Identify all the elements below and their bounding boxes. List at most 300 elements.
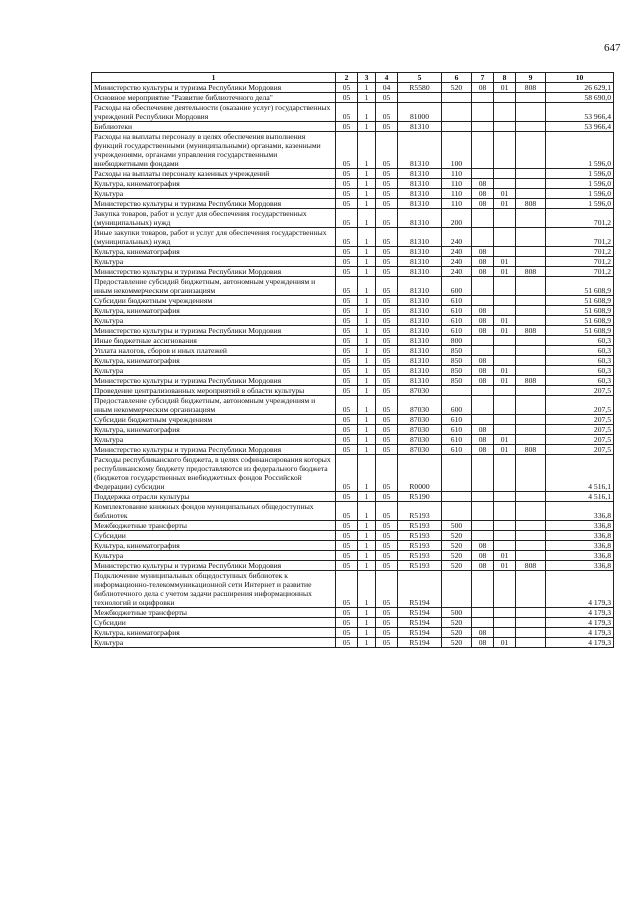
ministry-code: 808 (516, 561, 546, 571)
expense-type-code: 610 (442, 316, 472, 326)
expense-type-code (442, 122, 472, 132)
table-row (92, 257, 614, 267)
direction-code: 81310 (398, 366, 442, 376)
row-name: Министерство культуры и туризма Республики Мордовия (92, 199, 336, 209)
amount: 207,5 (546, 386, 614, 396)
row-name: Поддержка отрасли культуры (92, 492, 336, 502)
event-code: 05 (376, 346, 398, 356)
table-row (92, 169, 614, 179)
event-code: 05 (376, 376, 398, 386)
program-code: 05 (336, 541, 358, 551)
header-col-amount: 10 (546, 73, 614, 83)
subprogram-code: 1 (358, 346, 376, 356)
amount: 1 596,0 (546, 132, 614, 169)
ministry-code (516, 103, 546, 122)
program-code: 05 (336, 366, 358, 376)
subsection-code (494, 608, 516, 618)
ministry-code (516, 435, 546, 445)
direction-code: 81310 (398, 122, 442, 132)
program-code: 05 (336, 445, 358, 455)
subprogram-code: 1 (358, 492, 376, 502)
event-code: 05 (376, 132, 398, 169)
ministry-code (516, 551, 546, 561)
amount: 51 608,9 (546, 316, 614, 326)
section-code: 08 (472, 551, 494, 561)
subsection-code (494, 541, 516, 551)
program-code: 05 (336, 326, 358, 336)
row-name: Культура, кинематография (92, 247, 336, 257)
section-code: 08 (472, 257, 494, 267)
row-name: Министерство культуры и туризма Республики Мордовия (92, 376, 336, 386)
amount: 336,8 (546, 531, 614, 541)
subsection-code: 01 (494, 267, 516, 277)
event-code: 05 (376, 189, 398, 199)
section-code (472, 277, 494, 296)
row-name: Предоставление субсидий бюджетным, автономным учреждениям и иным некоммерческим организациям (92, 277, 336, 296)
amount: 51 608,9 (546, 277, 614, 296)
expense-type-code: 240 (442, 267, 472, 277)
subprogram-code: 1 (358, 445, 376, 455)
table-row (92, 228, 614, 247)
subsection-code: 01 (494, 199, 516, 209)
expense-type-code: 610 (442, 445, 472, 455)
event-code: 05 (376, 179, 398, 189)
amount: 207,5 (546, 435, 614, 445)
table-row (92, 346, 614, 356)
amount: 336,8 (546, 502, 614, 521)
subprogram-code: 1 (358, 396, 376, 415)
row-name: Уплата налогов, сборов и иных платежей (92, 346, 336, 356)
program-code: 05 (336, 492, 358, 502)
ministry-code: 808 (516, 326, 546, 336)
ministry-code (516, 316, 546, 326)
amount: 701,2 (546, 247, 614, 257)
table-row (92, 396, 614, 415)
program-code: 05 (336, 425, 358, 435)
subsection-code (494, 396, 516, 415)
expense-type-code: 520 (442, 83, 472, 93)
section-code (472, 346, 494, 356)
program-code: 05 (336, 521, 358, 531)
direction-code: 81310 (398, 296, 442, 306)
table-row (92, 326, 614, 336)
event-code: 05 (376, 122, 398, 132)
event-code: 05 (376, 638, 398, 648)
direction-code: 81310 (398, 267, 442, 277)
section-code: 08 (472, 179, 494, 189)
subsection-code (494, 209, 516, 228)
amount: 60,3 (546, 376, 614, 386)
expense-type-code (442, 571, 472, 608)
event-code: 05 (376, 356, 398, 366)
section-code: 08 (472, 247, 494, 257)
event-code: 05 (376, 267, 398, 277)
header-col-subsection: 8 (494, 73, 516, 83)
direction-code: 81310 (398, 179, 442, 189)
program-code: 05 (336, 618, 358, 628)
amount: 207,5 (546, 396, 614, 415)
expense-type-code: 500 (442, 521, 472, 531)
row-name: Предоставление субсидий бюджетным, автономным учреждениям и иным некоммерческим организациям (92, 396, 336, 415)
subsection-code (494, 571, 516, 608)
subprogram-code: 1 (358, 199, 376, 209)
ministry-code (516, 415, 546, 425)
table-row (92, 277, 614, 296)
expense-type-code (442, 386, 472, 396)
ministry-code: 808 (516, 83, 546, 93)
ministry-code (516, 122, 546, 132)
expense-type-code: 520 (442, 541, 472, 551)
direction-code: 81310 (398, 247, 442, 257)
subsection-code (494, 132, 516, 169)
event-code: 05 (376, 169, 398, 179)
amount: 701,2 (546, 257, 614, 267)
section-code: 08 (472, 376, 494, 386)
table-row (92, 306, 614, 316)
direction-code (398, 93, 442, 103)
subsection-code (494, 228, 516, 247)
section-code (472, 608, 494, 618)
section-code (472, 228, 494, 247)
row-name: Культура, кинематография (92, 425, 336, 435)
ministry-code: 808 (516, 199, 546, 209)
table-row (92, 571, 614, 608)
section-code (472, 618, 494, 628)
program-code: 05 (336, 608, 358, 618)
table-row (92, 247, 614, 257)
ministry-code (516, 132, 546, 169)
event-code: 05 (376, 435, 398, 445)
table-row (92, 425, 614, 435)
ministry-code (516, 296, 546, 306)
amount: 53 966,4 (546, 122, 614, 132)
direction-code: 81310 (398, 336, 442, 346)
program-code: 05 (336, 247, 358, 257)
row-name: Культура (92, 257, 336, 267)
subprogram-code: 1 (358, 541, 376, 551)
section-code: 08 (472, 366, 494, 376)
row-name: Субсидии (92, 618, 336, 628)
amount: 336,8 (546, 541, 614, 551)
subprogram-code: 1 (358, 257, 376, 267)
amount: 60,3 (546, 346, 614, 356)
row-name: Подключение муниципальных общедоступных библиотек к информационно-телекоммуникационной сети Интернет и развитие библиотечного дела с учетом задачи расширения информационных технологий и оцифровки (92, 571, 336, 608)
table-row (92, 531, 614, 541)
table-row (92, 122, 614, 132)
table-row (92, 296, 614, 306)
direction-code: R5194 (398, 608, 442, 618)
program-code: 05 (336, 396, 358, 415)
direction-code: 87030 (398, 425, 442, 435)
subsection-code (494, 346, 516, 356)
ministry-code (516, 492, 546, 502)
program-code: 05 (336, 435, 358, 445)
program-code: 05 (336, 296, 358, 306)
program-code: 05 (336, 628, 358, 638)
amount: 4 179,3 (546, 608, 614, 618)
row-name: Культура, кинематография (92, 179, 336, 189)
amount: 1 596,0 (546, 179, 614, 189)
program-code: 05 (336, 306, 358, 316)
section-code (472, 296, 494, 306)
expense-type-code: 240 (442, 247, 472, 257)
expense-type-code: 110 (442, 199, 472, 209)
expense-type-code (442, 103, 472, 122)
row-name: Закупка товаров, работ и услуг для обеспечения государственных (муниципальных) нужд (92, 209, 336, 228)
ministry-code (516, 179, 546, 189)
row-name: Министерство культуры и туризма Республики Мордовия (92, 445, 336, 455)
amount: 207,5 (546, 415, 614, 425)
section-code (472, 93, 494, 103)
subsection-code (494, 277, 516, 296)
amount: 1 596,0 (546, 189, 614, 199)
ministry-code (516, 455, 546, 492)
expense-type-code: 100 (442, 132, 472, 169)
row-name: Межбюджетные трансферты (92, 521, 336, 531)
page-number: 647 (604, 42, 621, 54)
expense-type-code (442, 455, 472, 492)
subsection-code (494, 93, 516, 103)
section-code: 08 (472, 83, 494, 93)
subprogram-code: 1 (358, 638, 376, 648)
ministry-code (516, 618, 546, 628)
table-row (92, 179, 614, 189)
ministry-code (516, 608, 546, 618)
ministry-code (516, 93, 546, 103)
subprogram-code: 1 (358, 306, 376, 316)
subprogram-code: 1 (358, 209, 376, 228)
event-code: 05 (376, 306, 398, 316)
header-col-ministry: 9 (516, 73, 546, 83)
subsection-code (494, 492, 516, 502)
ministry-code (516, 386, 546, 396)
ministry-code (516, 247, 546, 257)
section-code (472, 103, 494, 122)
program-code: 05 (336, 346, 358, 356)
program-code: 05 (336, 561, 358, 571)
program-code: 05 (336, 551, 358, 561)
table-row (92, 267, 614, 277)
program-code: 05 (336, 386, 358, 396)
direction-code: 81310 (398, 346, 442, 356)
row-name: Проведение централизованных мероприятий в области культуры (92, 386, 336, 396)
section-code (472, 209, 494, 228)
subsection-code (494, 415, 516, 425)
subsection-code (494, 386, 516, 396)
event-code: 05 (376, 455, 398, 492)
event-code: 05 (376, 571, 398, 608)
row-name: Культура (92, 551, 336, 561)
section-code: 08 (472, 628, 494, 638)
amount: 58 690,0 (546, 93, 614, 103)
expense-type-code: 610 (442, 296, 472, 306)
event-code: 05 (376, 608, 398, 618)
section-code: 08 (472, 425, 494, 435)
direction-code: 81310 (398, 228, 442, 247)
direction-code: R5190 (398, 492, 442, 502)
table-row (92, 415, 614, 425)
header-col-name: 1 (92, 73, 336, 83)
expense-type-code: 500 (442, 608, 472, 618)
direction-code: 81310 (398, 356, 442, 366)
subsection-code: 01 (494, 435, 516, 445)
direction-code: R5193 (398, 551, 442, 561)
amount: 51 608,9 (546, 326, 614, 336)
subsection-code: 01 (494, 326, 516, 336)
event-code: 05 (376, 326, 398, 336)
event-code: 05 (376, 628, 398, 638)
subprogram-code: 1 (358, 122, 376, 132)
table-row (92, 445, 614, 455)
event-code: 05 (376, 277, 398, 296)
ministry-code (516, 277, 546, 296)
ministry-code (516, 209, 546, 228)
subsection-code: 01 (494, 561, 516, 571)
header-col-program: 2 (336, 73, 358, 83)
subsection-code (494, 296, 516, 306)
subprogram-code: 1 (358, 531, 376, 541)
event-code: 05 (376, 93, 398, 103)
table-row (92, 336, 614, 346)
direction-code: R5194 (398, 638, 442, 648)
amount: 4 179,3 (546, 638, 614, 648)
amount: 336,8 (546, 521, 614, 531)
section-code: 08 (472, 199, 494, 209)
table-row (92, 83, 614, 93)
subprogram-code: 1 (358, 326, 376, 336)
row-name: Культура (92, 189, 336, 199)
header-col-event: 4 (376, 73, 398, 83)
row-name: Министерство культуры и туризма Республики Мордовия (92, 561, 336, 571)
event-code: 05 (376, 618, 398, 628)
direction-code: R5193 (398, 531, 442, 541)
expense-type-code: 110 (442, 189, 472, 199)
table-row (92, 189, 614, 199)
amount: 4 516,1 (546, 492, 614, 502)
row-name: Субсидии бюджетным учреждениям (92, 415, 336, 425)
ministry-code (516, 346, 546, 356)
amount: 207,5 (546, 445, 614, 455)
subprogram-code: 1 (358, 561, 376, 571)
direction-code: 81310 (398, 316, 442, 326)
ministry-code (516, 638, 546, 648)
subprogram-code: 1 (358, 189, 376, 199)
ministry-code (516, 571, 546, 608)
expense-type-code: 600 (442, 277, 472, 296)
subsection-code: 01 (494, 638, 516, 648)
ministry-code (516, 189, 546, 199)
event-code: 05 (376, 551, 398, 561)
direction-code: R5193 (398, 561, 442, 571)
table-row (92, 386, 614, 396)
event-code: 05 (376, 521, 398, 531)
expense-type-code: 850 (442, 356, 472, 366)
row-name: Библиотеки (92, 122, 336, 132)
table-row (92, 366, 614, 376)
event-code: 05 (376, 492, 398, 502)
amount: 60,3 (546, 336, 614, 346)
row-name: Расходы на выплаты персоналу казенных учреждений (92, 169, 336, 179)
expense-type-code: 610 (442, 306, 472, 316)
ministry-code: 808 (516, 376, 546, 386)
table-row (92, 628, 614, 638)
section-code: 08 (472, 445, 494, 455)
table-header-row (92, 73, 614, 83)
direction-code: 81310 (398, 306, 442, 316)
row-name: Культура (92, 316, 336, 326)
amount: 4 179,3 (546, 618, 614, 628)
amount: 26 629,1 (546, 83, 614, 93)
subsection-code (494, 531, 516, 541)
row-name: Иные бюджетные ассигнования (92, 336, 336, 346)
subprogram-code: 1 (358, 618, 376, 628)
ministry-code (516, 531, 546, 541)
expense-type-code (442, 502, 472, 521)
ministry-code (516, 502, 546, 521)
header-col-direction: 5 (398, 73, 442, 83)
event-code: 05 (376, 386, 398, 396)
event-code: 05 (376, 209, 398, 228)
direction-code: 81000 (398, 103, 442, 122)
table-row (92, 608, 614, 618)
ministry-code (516, 521, 546, 531)
row-name: Культура, кинематография (92, 628, 336, 638)
direction-code: 81310 (398, 132, 442, 169)
direction-code: 81310 (398, 326, 442, 336)
expense-type-code: 850 (442, 346, 472, 356)
amount: 51 608,9 (546, 296, 614, 306)
section-code (472, 492, 494, 502)
subsection-code (494, 521, 516, 531)
header-col-subprogram: 3 (358, 73, 376, 83)
subprogram-code: 1 (358, 228, 376, 247)
program-code: 05 (336, 455, 358, 492)
direction-code: R5194 (398, 628, 442, 638)
subsection-code (494, 455, 516, 492)
program-code: 05 (336, 257, 358, 267)
event-code: 05 (376, 396, 398, 415)
subprogram-code: 1 (358, 551, 376, 561)
program-code: 05 (336, 132, 358, 169)
direction-code: R5194 (398, 571, 442, 608)
subprogram-code: 1 (358, 366, 376, 376)
section-code: 08 (472, 326, 494, 336)
row-name: Министерство культуры и туризма Республики Мордовия (92, 83, 336, 93)
section-code (472, 455, 494, 492)
subprogram-code: 1 (358, 356, 376, 366)
subsection-code: 01 (494, 83, 516, 93)
program-code: 05 (336, 199, 358, 209)
subsection-code (494, 169, 516, 179)
ministry-code (516, 336, 546, 346)
event-code: 05 (376, 103, 398, 122)
subprogram-code: 1 (358, 83, 376, 93)
expense-type-code: 610 (442, 425, 472, 435)
section-code (472, 502, 494, 521)
section-code (472, 169, 494, 179)
row-name: Иные закупки товаров, работ и услуг для обеспечения государственных (муниципальных) нужд (92, 228, 336, 247)
amount: 336,8 (546, 551, 614, 561)
event-code: 05 (376, 257, 398, 267)
row-name: Расходы на обеспечение деятельности (оказание услуг) государственных учреждений Республики Мордовия (92, 103, 336, 122)
ministry-code (516, 169, 546, 179)
program-code: 05 (336, 336, 358, 346)
expense-type-code: 110 (442, 179, 472, 189)
expense-type-code: 520 (442, 618, 472, 628)
table-row (92, 561, 614, 571)
table-row (92, 435, 614, 445)
expense-type-code: 850 (442, 376, 472, 386)
